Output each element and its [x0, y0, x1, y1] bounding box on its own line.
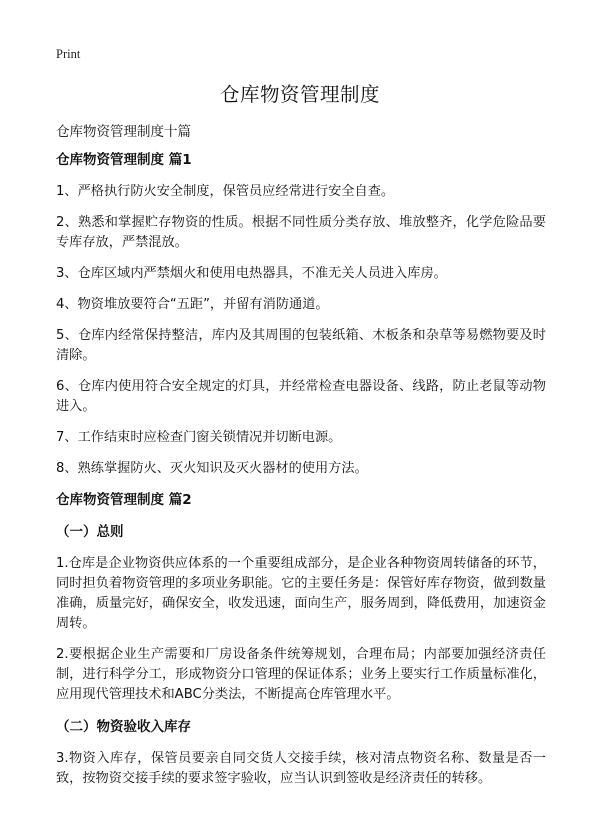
section-heading-1: 仓库物资管理制度 篇1 [56, 152, 192, 168]
subsection-heading-inbound: （二）物资验收入库存 [56, 719, 191, 735]
list-item: 1.仓库是企业物资供应体系的一个重要组成部分，是企业各种物资周转储备的环节，同时担负着物资管理的多项业务职能。它的主要任务是：保管好库存物资，做到数量准确，质量完好，确保安全，收发迅速，面向生产，服务周到，降低费用，加速资金周转。 [56, 556, 546, 631]
print-label: Print [56, 47, 81, 61]
list-item: 5、仓库内经常保持整洁，库内及其周围的包装纸箱、木板条和杂草等易燃物要及时清除。 [56, 328, 546, 363]
list-item: 1、严格执行防火安全制度，保管员应经常进行安全自查。 [56, 184, 395, 199]
list-item: 6、仓库内使用符合安全规定的灯具，并经常检查电器设备、线路，防止老鼠等动物进入。 [56, 379, 546, 414]
list-item: 7、工作结束时应检查门窗关锁情况并切断电源。 [56, 430, 342, 445]
list-item: 2.要根据企业生产需要和厂房设备条件统筹规划，合理布局；内部要加强经济责任制，进行科学分工，形成物资分口管理的保证体系；业务上要实行工作质量标准化，应用现代管理技术和ABC分类法，不断提高仓库管理水平。 [56, 647, 546, 702]
page-title: 仓库物资管理制度 [219, 83, 380, 106]
list-item: 3、仓库区域内严禁烟火和使用电热器具，不准无关人员进入库房。 [56, 266, 447, 281]
list-item: 4、物资堆放要符合“五距”，并留有消防通道。 [56, 297, 329, 312]
subsection-heading-general: （一）总则 [56, 524, 124, 540]
document-subtitle: 仓库物资管理制度十篇 [56, 124, 191, 140]
document-body [56, 150, 546, 789]
list-item: 2、熟悉和掌握贮存物资的性质。根据不同性质分类存放、堆放整齐，化学危险品要专库存放，严禁混放。 [56, 215, 546, 250]
list-item: 3.物资入库存，保管员要亲自同交货人交接手续，核对清点物资名称、数量是否一致，按物资交接手续的要求签字验收，应当认识到签收是经济责任的转移。 [56, 751, 546, 786]
section-heading-2: 仓库物资管理制度 篇2 [56, 492, 192, 508]
list-item: 8、熟练掌握防火、灭火知识及灭火器材的使用方法。 [56, 461, 368, 476]
